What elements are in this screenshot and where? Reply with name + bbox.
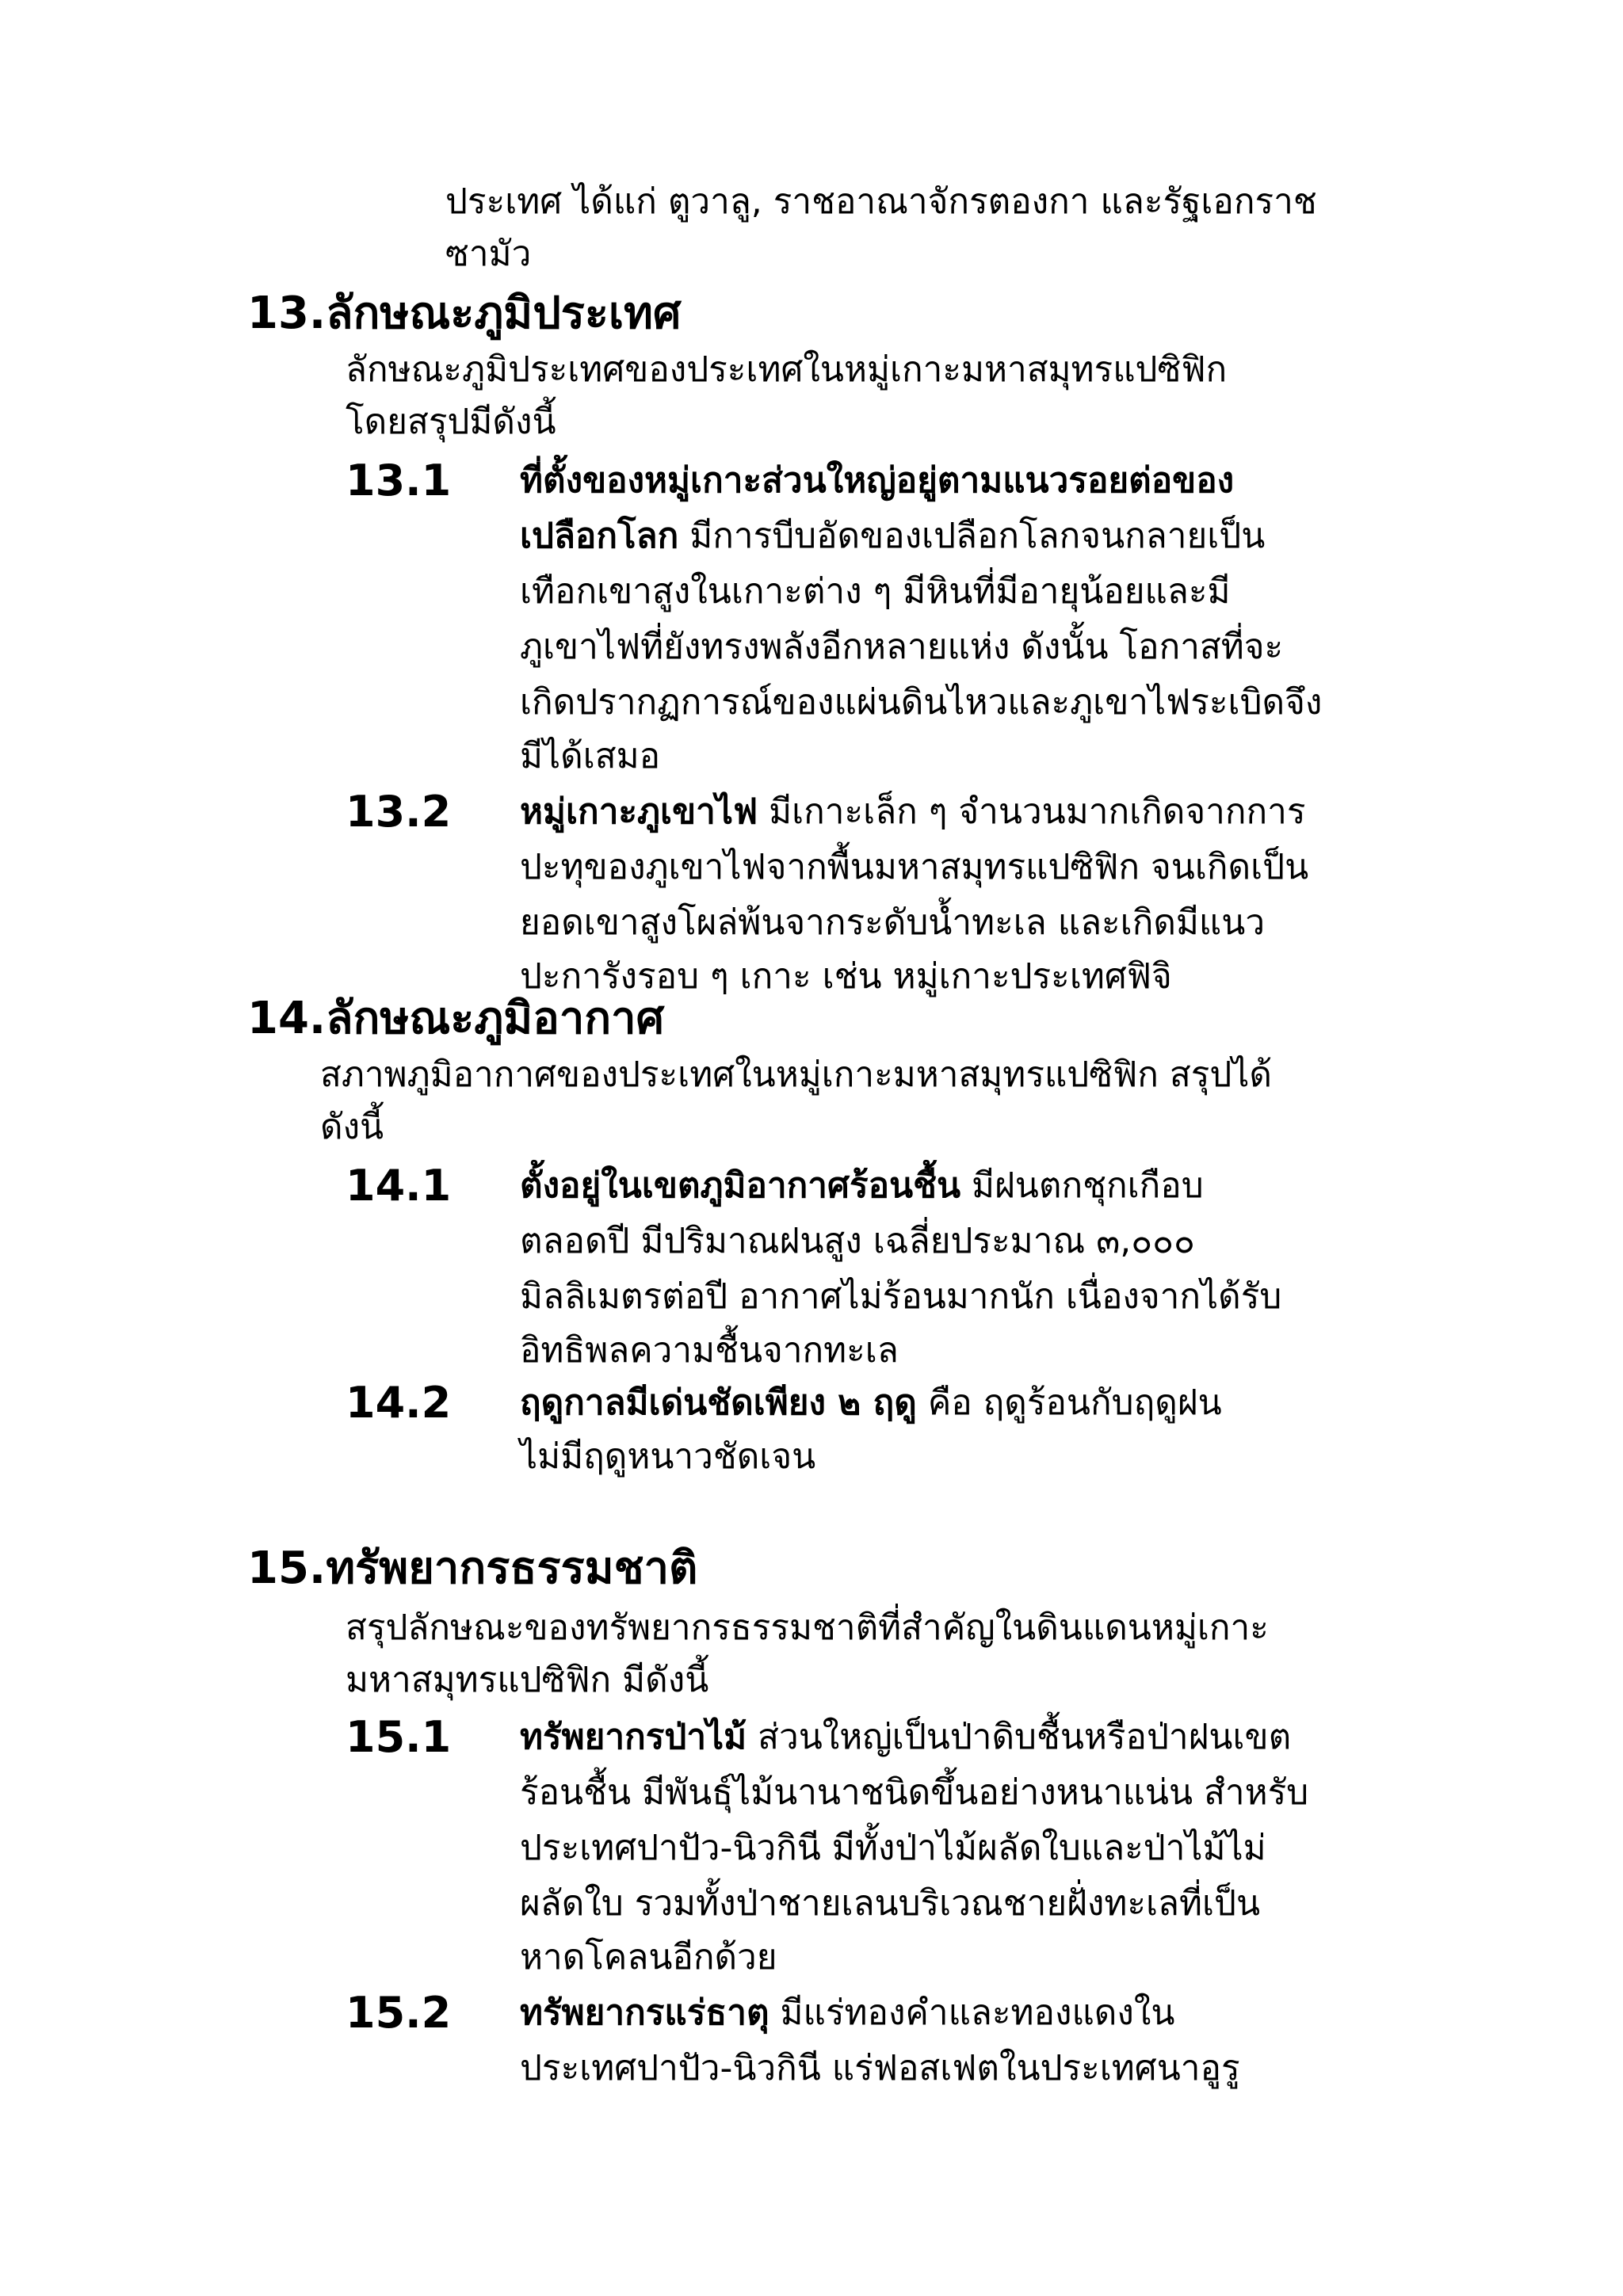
- item-14-2-number: 14.2: [346, 1378, 452, 1428]
- section-15-intro-line-2: มหาสมุทรแปซิฟิก มีดังนี้: [346, 1660, 709, 1700]
- item-14-1-line-1-text: มีฝนตกชุกเกือบ: [960, 1165, 1204, 1206]
- item-13-1-number: 13.1: [346, 456, 452, 505]
- section-14-intro-line-2: ดังนี้: [320, 1107, 384, 1147]
- item-13-1-line-5: เกิดปรากฏการณ์ของแผ่นดินไหวและภูเขาไฟระเบิดจึง: [520, 682, 1323, 723]
- item-13-2-line-2: ปะทุของภูเขาไฟจากพื้นมหาสมุทรแปซิฟิก จนเกิดเป็น: [520, 847, 1309, 887]
- item-14-1-number: 14.1: [346, 1161, 452, 1211]
- item-15-1-line-3: ประเทศปาปัว-นิวกินี มีทั้งป่าไม้ผลัดใบและป่าไม้ไม่: [520, 1828, 1266, 1868]
- item-14-2-line-1-text: คือ ฤดูร้อนกับฤดูฝน: [916, 1383, 1222, 1423]
- section-15-heading: 15.ทรัพยากรธรรมชาติ: [247, 1543, 698, 1594]
- section-14-heading: 14.ลักษณะภูมิอากาศ: [247, 993, 665, 1044]
- item-13-1-title-cont: เปลือกโลก: [520, 516, 679, 556]
- item-13-2-line-3: ยอดเขาสูงโผล่พ้นจากระดับน้ำทะเล และเกิดมีแนว: [520, 902, 1266, 943]
- item-14-1-line-1: [520, 1157, 1204, 1215]
- item-15-1-line-2: ร้อนชื้น มีพันธุ์ไม้นานาชนิดขึ้นอย่างหนาแน่น สำหรับ: [520, 1772, 1309, 1813]
- item-14-1-line-3: มิลลิเมตรต่อปี อากาศไม่ร้อนมากนัก เนื่องจากได้รับ: [520, 1276, 1282, 1317]
- item-15-1-number: 15.1: [346, 1712, 452, 1762]
- item-15-2-line-2: ประเทศปาปัว-นิวกินี แร่ฟอสเฟตในประเทศนาอูรู: [520, 2048, 1240, 2088]
- item-13-2-line-4: ปะการังรอบ ๆ เกาะ เช่น หมู่เกาะประเทศฟิจิ: [520, 956, 1172, 997]
- item-13-1-line-6: มีได้เสมอ: [520, 736, 661, 776]
- item-15-1-line-4: ผลัดใบ รวมทั้งป่าชายเลนบริเวณชายฝั่งทะเลที่เป็น: [520, 1883, 1261, 1924]
- section-15-intro-line-1: สรุปลักษณะของทรัพยากรธรรมชาติที่สำคัญในดินแดนหมู่เกาะ: [346, 1608, 1269, 1648]
- item-14-2-line-1: [520, 1374, 1222, 1432]
- section-13-heading: 13.ลักษณะภูมิประเทศ: [247, 288, 682, 339]
- item-14-1-title: ตั้งอยู่ในเขตภูมิอากาศร้อนชื้น: [520, 1165, 961, 1206]
- item-13-2-number: 13.2: [346, 787, 452, 837]
- item-15-1-line-1-text: ส่วนใหญ่เป็นป่าดิบชื้นหรือป่าฝนเขต: [747, 1717, 1292, 1757]
- item-15-2-line-1-text: มีแร่ทองคำและทองแดงใน: [769, 1993, 1175, 2033]
- item-13-2-line-1-text: มีเกาะเล็ก ๆ จำนวนมากเกิดจากการ: [758, 791, 1306, 832]
- item-14-1-line-4: อิทธิพลความชื้นจากทะเล: [520, 1330, 899, 1371]
- section-13-intro-line-1: ลักษณะภูมิประเทศของประเทศในหมู่เกาะมหาสมุทรแปซิฟิก: [346, 349, 1228, 390]
- item-15-2-title: ทรัพยากรแร่ธาตุ: [520, 1993, 769, 2033]
- item-15-1-line-5: หาดโคลนอีกด้วย: [520, 1937, 777, 1978]
- item-13-2-line-1: [520, 783, 1305, 841]
- item-13-2-title: หมู่เกาะภูเขาไฟ: [520, 791, 758, 832]
- item-13-1-line-4: ภูเขาไฟที่ยังทรงพลังอีกหลายแห่ง ดังนั้น โอกาสที่จะ: [520, 627, 1284, 667]
- item-13-1-title: ที่ตั้งของหมู่เกาะส่วนใหญ่อยู่ตามแนวรอยต่อของ: [520, 460, 1235, 501]
- intro-line-1: ประเทศ ได้แก่ ตูวาลู, ราชอาณาจักรตองกา และรัฐเอกราช: [445, 181, 1317, 222]
- item-15-1-title: ทรัพยากรป่าไม้: [520, 1717, 747, 1757]
- item-15-2-number: 15.2: [346, 1988, 452, 2038]
- item-15-2-line-1: [520, 1984, 1174, 2042]
- item-14-2-line-2: ไม่มีฤดูหนาวชัดเจน: [520, 1436, 816, 1477]
- item-13-1-line-3: เทือกเขาสูงในเกาะต่าง ๆ มีหินที่มีอายุน้อยและมี: [520, 571, 1231, 612]
- item-13-1-line-2: [520, 507, 1265, 566]
- section-14-intro-line-1: สภาพภูมิอากาศของประเทศในหมู่เกาะมหาสมุทรแปซิฟิก สรุปได้: [320, 1055, 1272, 1095]
- section-13-intro-line-2: โดยสรุปมีดังนี้: [346, 402, 556, 442]
- item-15-1-line-1: [520, 1708, 1291, 1767]
- intro-line-2: ซามัว: [445, 234, 532, 274]
- item-13-1-line-2-text: มีการบีบอัดของเปลือกโลกจนกลายเป็น: [678, 516, 1266, 556]
- item-14-1-line-2: ตลอดปี มีปริมาณฝนสูง เฉลี่ยประมาณ ๓,๐๐๐: [520, 1221, 1195, 1261]
- item-14-2-title: ฤดูกาลมีเด่นชัดเพียง ๒ ฤดู: [520, 1383, 917, 1423]
